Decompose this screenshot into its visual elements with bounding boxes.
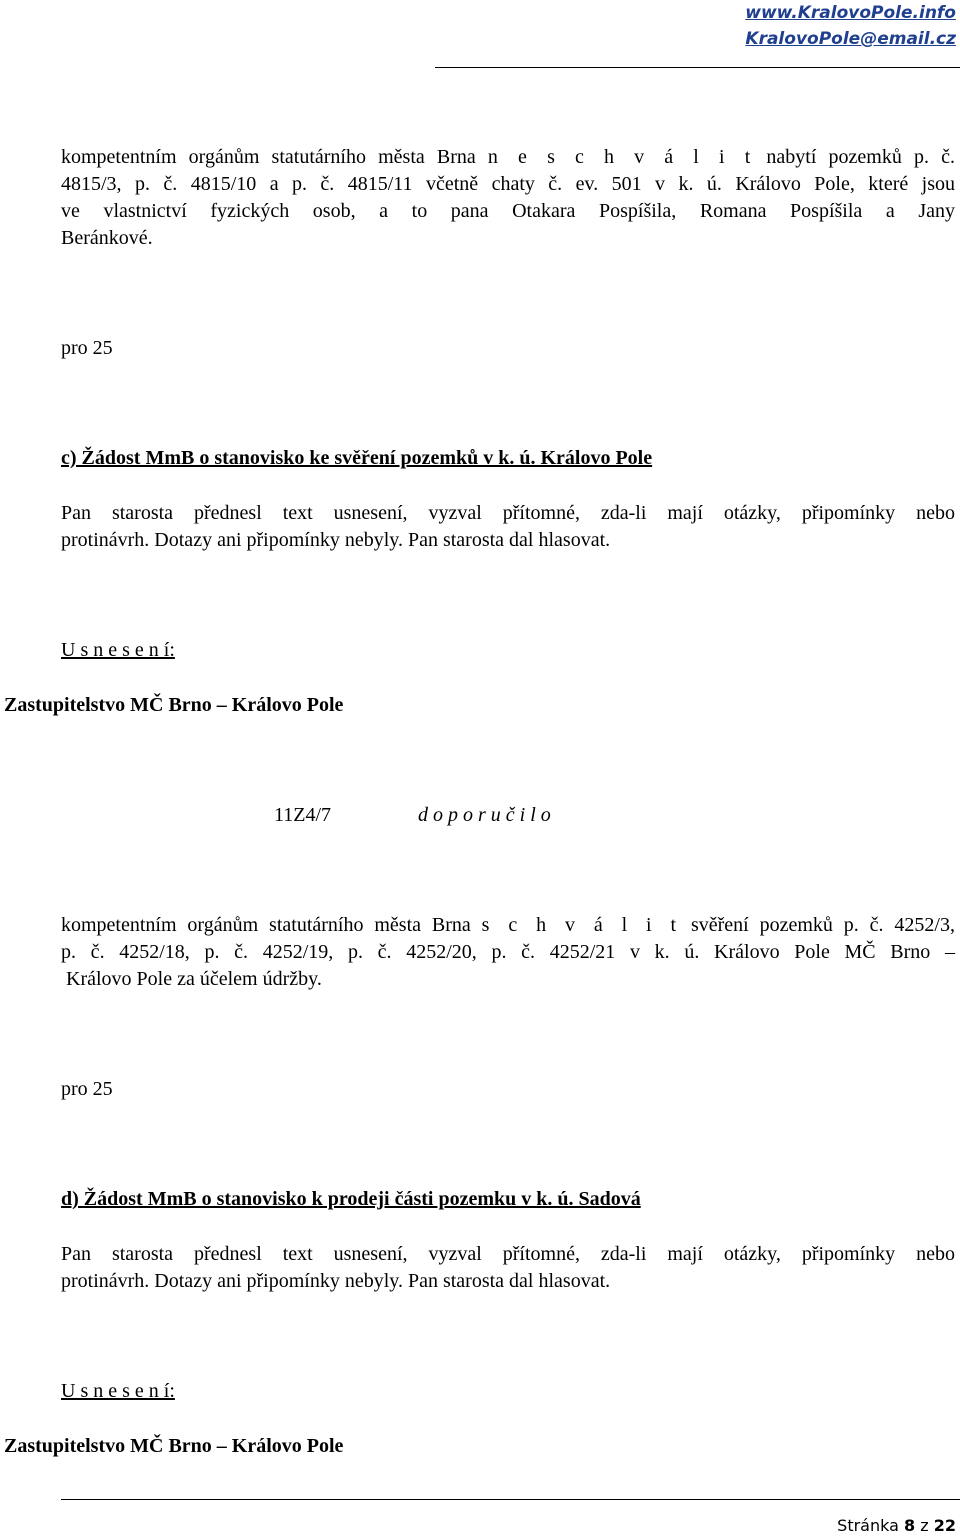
resolution-text-line: kompetentním orgánům statutárního města Brna n e s c h v á l i t nabytí pozemků p. č.	[61, 146, 955, 168]
page-counter: Stránka 8 z 22	[837, 1516, 956, 1535]
vote-result: pro 25	[61, 1078, 113, 1100]
section-heading: d) Žádost MmB o stanovisko k prodeji části pozemku v k. ú. Sadová	[61, 1188, 641, 1210]
intro-text-line: protinávrh. Dotazy ani připomínky nebyly. Pan starosta dal hlasovat.	[61, 529, 611, 551]
vote-result: pro 25	[61, 337, 113, 359]
resolution-text-line: p. č. 4252/18, p. č. 4252/19, p. č. 4252/20, p. č. 4252/21 v k. ú. Královo Pole MČ Brno –	[61, 941, 955, 963]
resolution-text-line: ve vlastnictví fyzických osob, a to pana Otakara Pospíšila, Romana Pospíšila a Jany	[61, 200, 955, 222]
resolution-text-line: kompetentním orgánům statutárního města Brna s c h v á l i t svěření pozemků p. č. 4252/3,	[61, 914, 955, 936]
resolution-text-line: 4815/3, p. č. 4815/10 a p. č. 4815/11 včetně chaty č. ev. 501 v k. ú. Královo Pole, které jsou	[61, 173, 955, 195]
resolution-verb: n e s c h v á l i t	[487, 146, 755, 168]
intro-text-line: Pan starosta přednesl text usnesení, vyzval přítomné, zda-li mají otázky, připomínky nebo	[61, 502, 955, 524]
resolution-verb: d o p o r u č i l o	[418, 804, 551, 826]
email-link[interactable]: KralovoPole@email.cz	[745, 29, 956, 49]
intro-text-line: protinávrh. Dotazy ani připomínky nebyly. Pan starosta dal hlasovat.	[61, 1270, 611, 1292]
resolution-label: U s n e s e n í:	[61, 1380, 175, 1402]
resolution-verb-inline: s c h v á l i t	[481, 914, 681, 936]
resolution-number: 11Z4/7	[274, 804, 332, 826]
footer-rule	[61, 1499, 960, 1500]
resolution-label: U s n e s e n í:	[61, 639, 175, 661]
resolution-text-line: Beránkové.	[61, 227, 153, 249]
intro-text-line: Pan starosta přednesl text usnesení, vyzval přítomné, zda-li mají otázky, připomínky nebo	[61, 1243, 955, 1265]
council-name: Zastupitelstvo MČ Brno – Královo Pole	[4, 694, 344, 716]
website-link[interactable]: www.KralovoPole.info	[745, 3, 956, 23]
header-rule	[435, 67, 960, 68]
section-heading: c) Žádost MmB o stanovisko ke svěření pozemků v k. ú. Královo Pole	[61, 447, 653, 469]
council-name: Zastupitelstvo MČ Brno – Královo Pole	[4, 1435, 344, 1457]
resolution-text-line: Královo Pole za účelem údržby.	[66, 968, 322, 990]
